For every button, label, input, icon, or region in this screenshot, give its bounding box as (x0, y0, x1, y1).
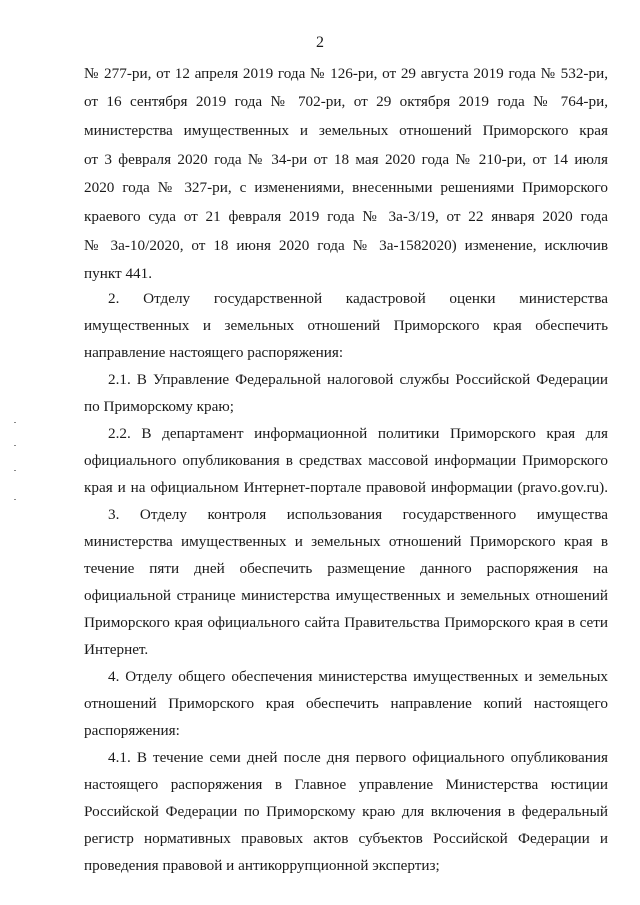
text-line: 2. Отделу государственной кадастровой оценки министерства (108, 290, 608, 307)
text-line: по Приморскому краю; (84, 398, 234, 415)
text-line: Интернет. (84, 641, 149, 658)
text-line: имущественных и земельных отношений Приморского края обеспечить (84, 317, 608, 334)
text-line: министерства имущественных и земельных отношений Приморского края в (84, 533, 608, 550)
text-line: 2020 года № 327-ри, с изменениями, внесенными решениями Приморского (84, 179, 608, 196)
text-line: № 3а-10/2020, от 18 июня 2020 года № 3а-1582020) изменение, исключив (84, 237, 608, 254)
text-line: 4. Отделу общего обеспечения министерства имущественных и земельных (108, 668, 608, 685)
scan-margin-mark (14, 470, 16, 471)
text-line: течение пяти дней обеспечить размещение данного распоряжения на (84, 560, 608, 577)
page-number: 2 (316, 34, 324, 51)
text-line: официального опубликования в средствах массовой информации Приморского (84, 452, 608, 469)
text-line: официальной странице министерства имущественных и земельных отношений (84, 587, 608, 604)
text-line: края и на официальном Интернет-портале правовой информации (pravo.gov.ru). (84, 479, 608, 496)
text-line: Приморского края официального сайта Правительства Приморского края в сети (84, 614, 608, 631)
text-line: пункт 441. (84, 265, 153, 282)
scan-margin-mark (14, 422, 16, 423)
text-line: министерства имущественных и земельных отношений Приморского края (84, 122, 608, 139)
text-line: 2.1. В Управление Федеральной налоговой службы Российской Федерации (108, 371, 608, 388)
text-line: от 16 сентября 2019 года № 702-ри, от 29 октября 2019 года № 764-ри, (84, 93, 608, 110)
text-line: от 3 февраля 2020 года № 34-ри от 18 мая 2020 года № 210-ри, от 14 июля (84, 151, 608, 168)
text-line: направление настоящего распоряжения: (84, 344, 344, 361)
text-line: отношений Приморского края обеспечить направление копий настоящего (84, 695, 608, 712)
text-line: проведения правовой и антикоррупционной экспертиз; (84, 857, 440, 874)
text-line: регистр нормативных правовых актов субъектов Российской Федерации и (84, 830, 608, 847)
text-line: 2.2. В департамент информационной политики Приморского края для (108, 425, 608, 442)
scan-margin-mark (14, 499, 16, 500)
text-line: 3. Отделу контроля использования государственного имущества (108, 506, 608, 523)
scan-margin-mark (14, 445, 16, 446)
text-line: Российской Федерации по Приморскому краю для включения в федеральный (84, 803, 608, 820)
text-line: настоящего распоряжения в Главное управление Министерства юстиции (84, 776, 608, 793)
text-line: 4.1. В течение семи дней после дня первого официального опубликования (108, 749, 608, 766)
text-line: № 277-ри, от 12 апреля 2019 года № 126-ри, от 29 августа 2019 года № 532-ри, (84, 65, 608, 82)
text-line: краевого суда от 21 февраля 2019 года № 3а-3/19, от 22 января 2020 года (84, 208, 608, 225)
text-line: распоряжения: (84, 722, 180, 739)
